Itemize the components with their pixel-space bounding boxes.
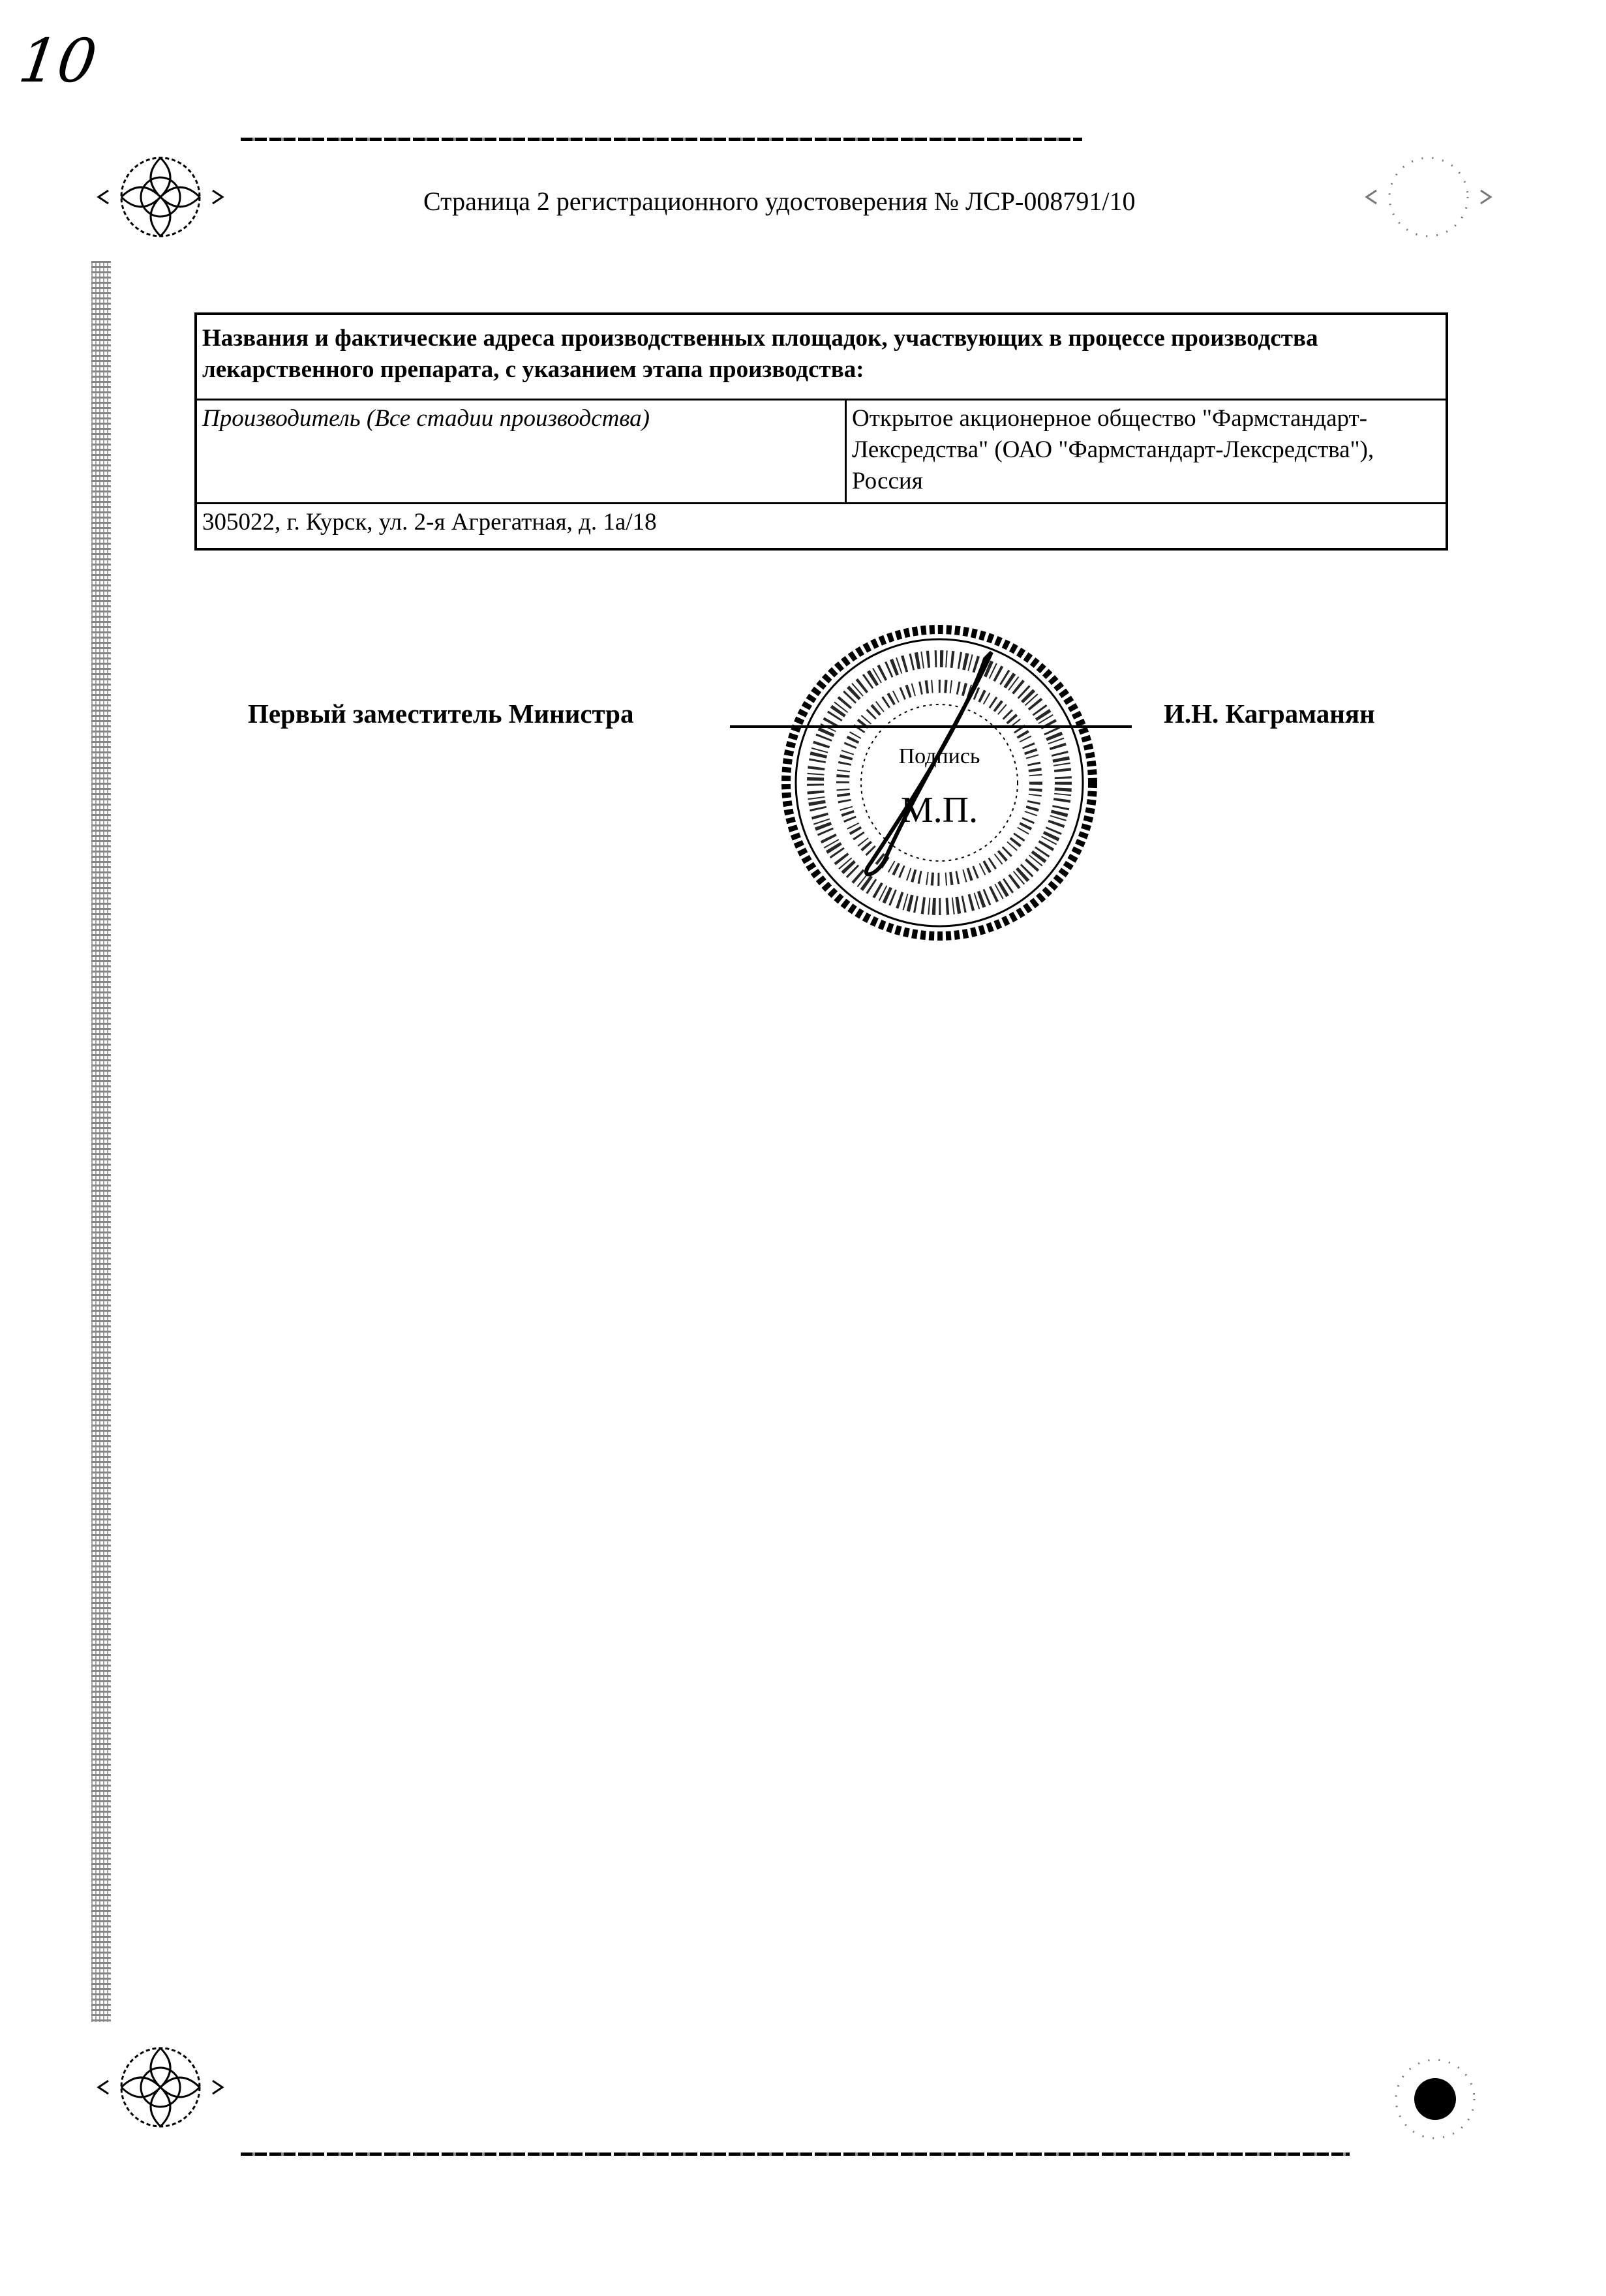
seal-inner-lettering (843, 686, 1036, 879)
rosette-bottom-right-icon (1370, 2034, 1500, 2164)
production-stage: Производитель (Все стадии производства) (196, 400, 846, 504)
table-row (196, 400, 1447, 504)
handwritten-page-number: 10 (14, 26, 101, 96)
signatory-name: И.Н. Каграманян (1164, 699, 1375, 729)
table-title: Названия и фактические адреса производственных площадок, участвующих в процессе производства лекарственного препарата, с указанием этапа производства: (196, 314, 1447, 400)
border-top-line (241, 138, 1082, 141)
official-seal (770, 613, 1109, 952)
manufacturer-name: Открытое акционерное общество "Фармстандарт-Лексредства" (ОАО "Фармстандарт-Лексредства"), Россия (846, 400, 1447, 504)
page-header: Страница 2 регистрационного удостоверения № ЛСР-008791/10 (423, 187, 1136, 216)
table-address-row (196, 504, 1447, 549)
seal-signature-label: Подпись (898, 744, 980, 768)
production-sites-table (194, 312, 1448, 551)
site-address: 305022, г. Курск, ул. 2-я Агрегатная, д. 1а/18 (196, 504, 1447, 549)
seal-mp-label: М.П. (900, 790, 978, 830)
rosette-bottom-left-icon (95, 2022, 226, 2152)
seal-outer-lettering (815, 659, 1063, 907)
signatory-position: Первый заместитель Министра (248, 699, 634, 729)
table-title-row (196, 314, 1447, 400)
border-left-band (91, 261, 111, 2022)
rosette-top-right-icon (1363, 132, 1494, 262)
rosette-top-left-icon (95, 132, 226, 262)
border-bottom-line (241, 2152, 1350, 2156)
